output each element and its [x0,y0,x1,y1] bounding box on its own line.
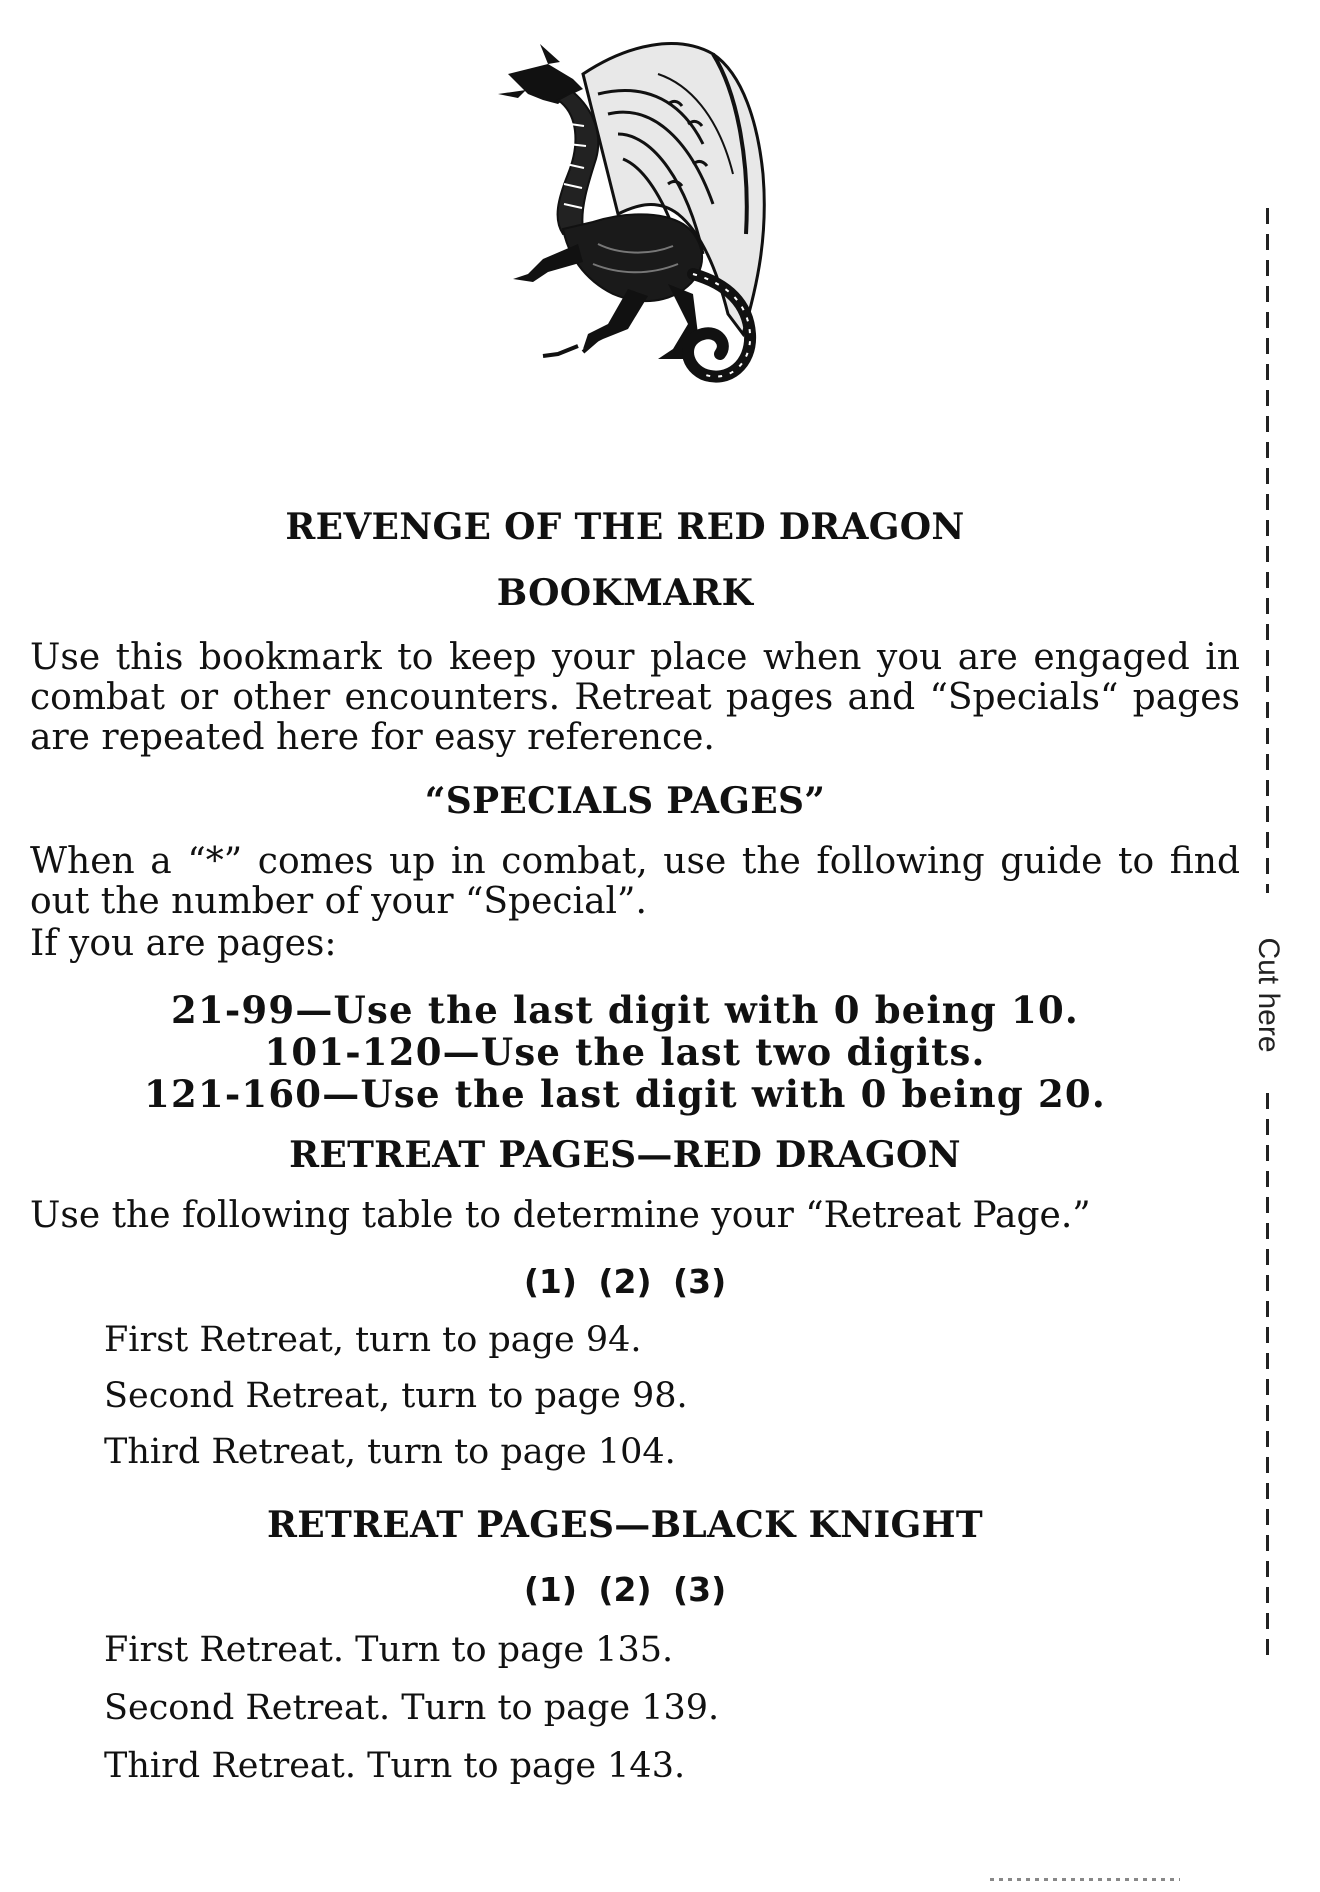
specials-rule: 21-99—Use the last digit with 0 being 10. [170,988,1080,1032]
dragon-illustration [488,34,824,442]
page-title: REVENGE OF THE RED DRAGON [285,506,965,548]
page-subtitle: BOOKMARK [496,572,754,614]
red-dragon-retreat-item: Third Retreat, turn to page 104. [104,1432,676,1472]
specials-rule: 101-120—Use the last two digits. [264,1030,986,1074]
cut-here-label: Cut here [1252,937,1285,1053]
specials-prompt: If you are pages: [30,923,337,964]
specials-heading: “SPECIALS PAGES” [424,780,826,822]
cut-dash-lower [1266,1093,1269,1658]
black-knight-columns: (1) (2) (3) [523,1570,727,1609]
cut-line [1252,208,1286,1658]
black-knight-retreat-item: Second Retreat. Turn to page 139. [104,1688,720,1728]
black-knight-retreat-item: First Retreat. Turn to page 135. [104,1630,674,1670]
red-dragon-retreat-item: First Retreat, turn to page 94. [104,1320,642,1360]
black-knight-retreat-item: Third Retreat. Turn to page 143. [104,1746,686,1786]
red-dragon-columns: (1) (2) (3) [523,1262,727,1301]
scan-artifact [990,1878,1180,1881]
red-dragon-retreat-heading: RETREAT PAGES—RED DRAGON [289,1134,961,1176]
black-knight-retreat-heading: RETREAT PAGES—BLACK KNIGHT [267,1504,983,1546]
red-dragon-retreat-item: Second Retreat, turn to page 98. [104,1376,688,1416]
cut-dash-upper [1266,208,1269,893]
red-dragon-retreat-intro: Use the following table to determine your “Retreat Page.” [30,1195,1091,1236]
specials-rule: 121-160—Use the last digit with 0 being 20. [144,1072,1106,1116]
intro-paragraph: Use this bookmark to keep your place when you are engaged in combat or other encounters. Retreat pages and “Specials“ pages are repeated here for easy reference. [30,637,1240,758]
specials-text: When a “*” comes up in combat, use the following guide to find out the number of your “Special”. [30,841,1240,922]
